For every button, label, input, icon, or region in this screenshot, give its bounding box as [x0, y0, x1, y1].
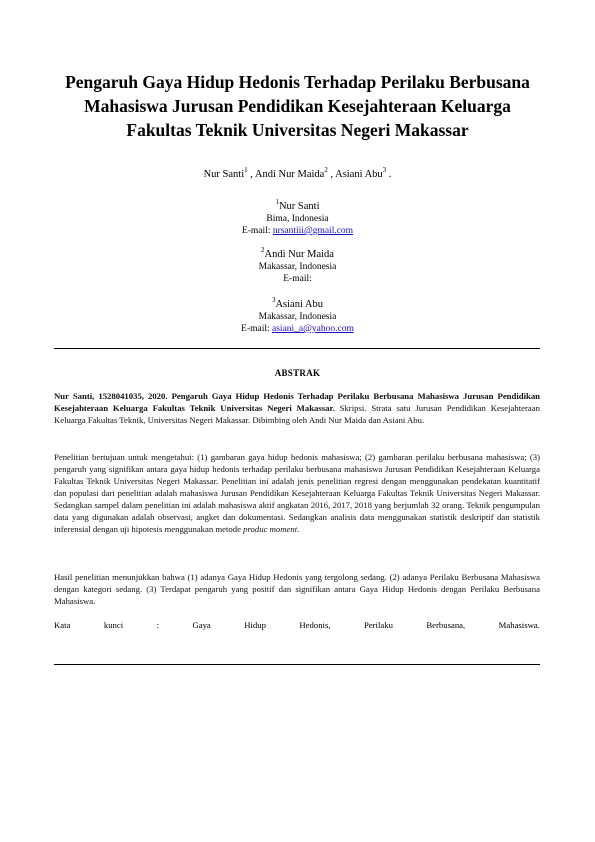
- author-3-sup: 3: [382, 166, 387, 174]
- top-divider: [54, 348, 540, 349]
- affiliation-place: Makassar, Indonesia: [258, 312, 337, 322]
- email-link[interactable]: asiani_a@yahoo.com: [272, 324, 354, 334]
- author-separator: ,: [327, 169, 336, 180]
- keywords-line: [54, 620, 540, 630]
- email-label: E-mail:: [241, 226, 273, 236]
- keyword-word: Hidup: [244, 620, 266, 630]
- abstract-paragraph-citation: [54, 390, 540, 426]
- email-label: E-mail:: [283, 274, 312, 284]
- keyword-word: :: [156, 620, 160, 630]
- author-list: [0, 166, 595, 180]
- affiliation-sup: 1: [275, 198, 279, 206]
- abstract-heading: ABSTRAK: [274, 368, 321, 378]
- affiliation-place: Bima, Indonesia: [266, 214, 329, 224]
- email-link[interactable]: nrsantiii@gmail.com: [272, 226, 354, 236]
- bottom-divider: [54, 664, 540, 665]
- author-2-sup: 2: [324, 166, 328, 174]
- affiliation-place: Makassar, Indonesia: [258, 262, 337, 272]
- affiliation-name: Andi Nur Maida: [264, 249, 334, 260]
- affiliation-1: [0, 196, 595, 237]
- author-separator: ,: [247, 169, 255, 180]
- affiliation-sup: 2: [261, 246, 265, 254]
- title-line-3: Fakultas Teknik Universitas Negeri Makassar: [126, 120, 469, 140]
- affiliation-name: Nur Santi: [278, 201, 320, 212]
- title-line-1: Pengaruh Gaya Hidup Hedonis Terhadap Perilaku Berbusana: [65, 72, 530, 92]
- method-end: .: [297, 524, 300, 534]
- author-2: Andi Nur Maida: [254, 169, 325, 180]
- method-italic: produc moment: [243, 524, 298, 534]
- keyword-word: Kata: [54, 620, 71, 630]
- citation-bold: Nur Santi, 1528041035, 2020. Pengaruh Gaya Hidup Hedonis Terhadap Perilaku Berbusana Mahasiswa Jurusan Pendidikan Kesejahteraan Keluarga Fakultas Teknik Universitas Negeri Makassar.: [54, 391, 540, 413]
- keyword-word: Perilaku: [363, 620, 393, 630]
- email-label: E-mail:: [241, 324, 273, 334]
- affiliation-2: [0, 244, 595, 285]
- title-line-2: Mahasiswa Jurusan Pendidikan Kesejahteraan Keluarga: [84, 96, 511, 116]
- author-1-sup: 1: [244, 166, 248, 174]
- author-3: Asiani Abu: [335, 169, 383, 180]
- affiliation-name: Asiani Abu: [275, 299, 324, 310]
- author-end: .: [386, 169, 392, 180]
- keyword-word: Hedonis,: [299, 620, 331, 630]
- affiliation-sup: 3: [271, 296, 276, 304]
- citation-rest: Skripsi. Strata satu Jurusan Pendidikan Kesejahteraan Keluarga Fakultas Teknik, Universitas Negeri Makassar. Dibimbing oleh Andi Nur Maida dan Asiani Abu.: [54, 403, 540, 425]
- affiliation-3: [0, 294, 595, 335]
- abstract-paragraph-results: Hasil penelitian menunjukkan bahwa (1) adanya Gaya Hidup Hedonis yang tergolong sedang. (2) adanya Perilaku Berbusana Mahasiswa dengan kategori sedang. (3) Terdapat pengaruh yang positif dan signifikan antara Gaya Hidup Hedonis dengan Perilaku Berbusana Mahasiswa.: [54, 572, 540, 606]
- keyword-word: Berbusana,: [426, 620, 466, 630]
- keyword-word: Gaya: [192, 620, 211, 630]
- keyword-word: kunci: [103, 620, 124, 630]
- keyword-word: Mahasiswa.: [498, 620, 540, 630]
- method-text: Penelitian bertujuan untuk mengetahui: (1) gambaran gaya hidup hedonis mahasiswa; (2) gambaran perilaku berbusana mahasiswa; (3) pengaruh yang signifikan antara gaya hidup hedonis terhadap perilaku berbusana mahasiswa Jurusan Pendidikan Kesejahteraan Keluarga Fakultas Teknik Universitas Negeri Makassar. Penelitian ini adalah jenis penelitian regresi dengan menggunakan pendekatan kuantitatif dan populasi dari penelitian adalah mahasiswa Jurusan Pendidikan Kesejahteraan Keluarga Fakultas Teknik Universitas Negeri Makassar. Sedangkan sampel dalam penelitian ini adalah mahasiswa aktif angkatan 2016, 2017, 2018 yang berjumlah 32 orang. Teknik pengumpulan data yang digunakan adalah observasi, angket dan dokumentasi. Sedangkan analisis data menggunakan statistik deskriptif dan statistik inferensial dengan uji hipotesis menggunakan metode: [54, 452, 540, 534]
- author-1: Nur Santi: [203, 169, 245, 180]
- abstract-paragraph-method: [54, 451, 540, 535]
- paper-title: [40, 70, 555, 142]
